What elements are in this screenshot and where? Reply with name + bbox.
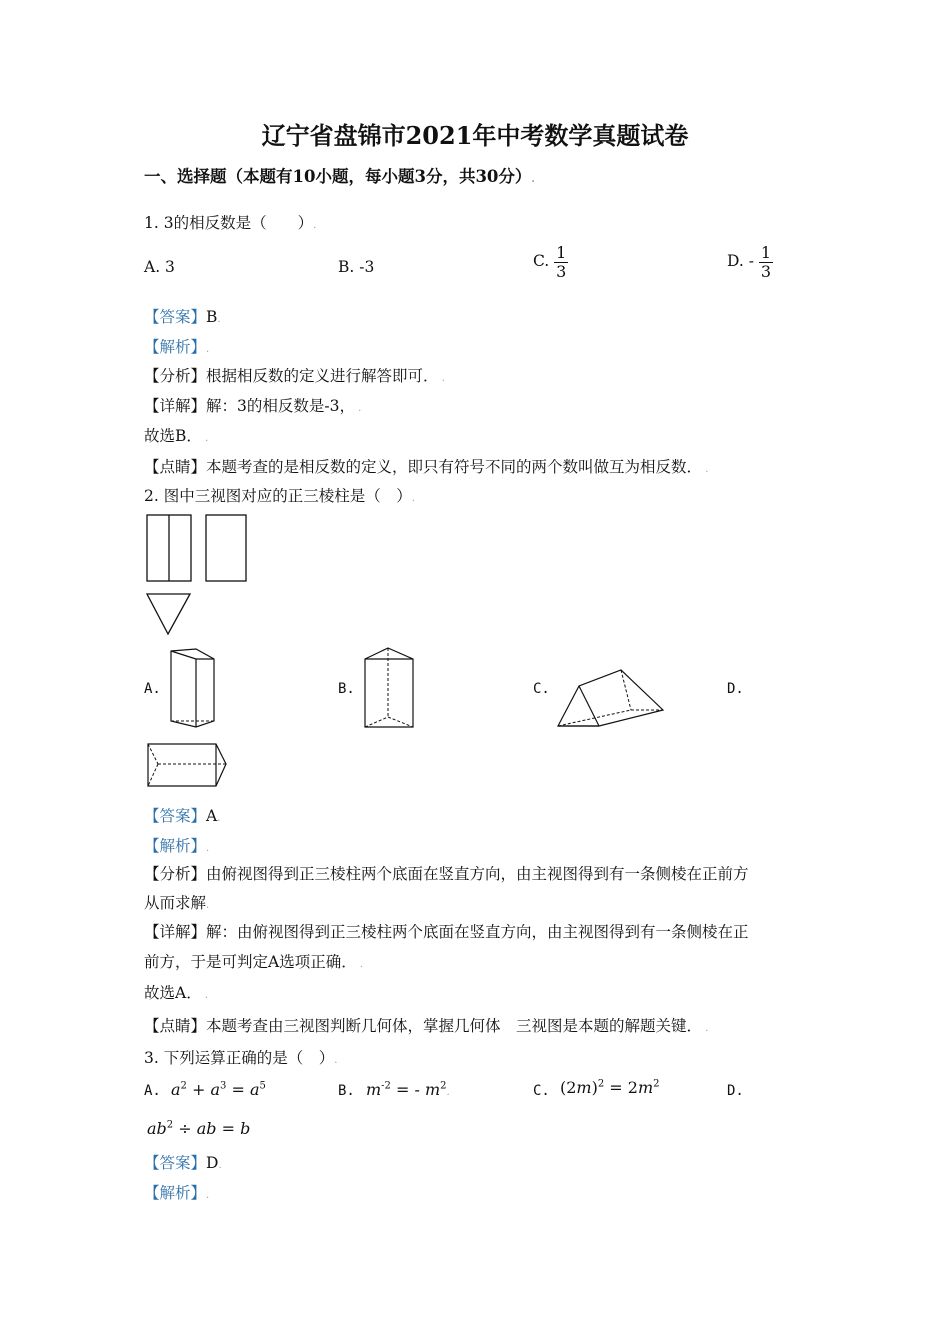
fenxi-tag: 【分析】: [144, 367, 207, 385]
dianjing-text: 本题考查的是相反数的定义，即只有符号不同的两个数叫做互为相反数．: [206, 458, 703, 476]
q3-option-d-expr: $ab^2$ ÷ ab = b: [147, 1119, 251, 1138]
xiangjie-text: 解：3的相反数是-3，: [206, 397, 355, 415]
dianjing-tag: 【点睛】: [144, 1017, 207, 1035]
q1-option-a: A. 3: [144, 258, 175, 276]
fenxi-text: 由俯视图得到正三棱柱两个底面在竖直方向，由主视图得到有一条侧棱在正前方: [206, 865, 749, 883]
q1-xiangjie: 【详解】解：3的相反数是-3， .: [144, 397, 362, 415]
answer-value: A: [206, 807, 218, 825]
fraction-numerator: 1: [760, 243, 772, 262]
q1-answer: 【答案】B.: [144, 308, 221, 326]
q2-jiexi: 【解析】.: [144, 837, 210, 855]
q2-option-d-label: D.: [727, 681, 744, 697]
q1-dianjing: 【点睛】本题考查的是相反数的定义，即只有符号不同的两个数叫做互为相反数． .: [144, 458, 709, 476]
section-heading: 一、选择题（本题有10小题，每小题3分，共30分）.: [144, 167, 535, 186]
xiangjie-tag: 【详解】: [144, 923, 207, 941]
guxuan-text: 故选A．: [144, 984, 202, 1002]
q1-option-d: [727, 244, 773, 280]
q1-option-c-fraction: [554, 244, 568, 280]
q2-option-b-figure: [361, 645, 419, 733]
q1-option-c-label: C.: [533, 252, 550, 271]
q1-jiexi: 【解析】.: [144, 338, 210, 356]
q3-option-c-label: C.: [533, 1083, 550, 1099]
q1-guxuan: 故选B． .: [144, 427, 209, 445]
jiexi-tag: 【解析】: [144, 837, 207, 855]
answer-value: B: [206, 308, 218, 326]
q1-option-d-label: D. -: [727, 252, 754, 271]
q2-option-a-label: A.: [144, 681, 161, 697]
fenxi-text: 根据相反数的定义进行解答即可．: [206, 367, 439, 385]
q3-jiexi: 【解析】.: [144, 1184, 210, 1202]
q1-option-b: B. -3: [338, 258, 375, 276]
fenxi-tag: 【分析】: [144, 865, 207, 883]
answer-value: D: [206, 1154, 219, 1172]
q2-option-b-label: B.: [338, 681, 355, 697]
dianjing-text: 本题考查由三视图判断几何体，掌握几何体 三视图是本题的解题关键．: [206, 1017, 703, 1035]
q2-stem-text: 2. 图中三视图对应的正三棱柱是（ ）: [144, 487, 412, 505]
q3-stem-text: 3. 下列运算正确的是（ ）: [144, 1049, 335, 1067]
guxuan-text: 故选B．: [144, 427, 202, 445]
q2-stem: 2. 图中三视图对应的正三棱柱是（ ）.: [144, 487, 415, 505]
q2-option-a-figure: [166, 645, 222, 733]
q3-option-c-expr: $(2m)^2 = 2m^2$: [560, 1078, 660, 1097]
q1-option-d-fraction: [759, 244, 773, 280]
answer-tag: 【答案】: [144, 807, 207, 825]
q1-stem-text: 1. 3的相反数是（ ）: [144, 214, 314, 232]
answer-tag: 【答案】: [144, 308, 207, 326]
top-view-triangle: [147, 594, 190, 634]
q3-option-a-label: A.: [144, 1083, 161, 1099]
three-views-figure: [144, 512, 254, 640]
q2-guxuan: 故选A． .: [144, 984, 209, 1002]
q1-stem: 1. 3的相反数是（ ）.: [144, 214, 317, 232]
fraction-denominator: 3: [556, 261, 567, 281]
q2-answer: 【答案】A.: [144, 807, 221, 825]
q2-option-c-label: C.: [533, 681, 550, 697]
section-heading-text: 一、选择题（本题有10小题，每小题3分，共30分）: [144, 167, 532, 186]
dianjing-tag: 【点睛】: [144, 458, 207, 476]
fraction-numerator: 1: [556, 243, 567, 262]
answer-tag: 【答案】: [144, 1154, 207, 1172]
page-title: 辽宁省盘锦市2021年中考数学真题试卷: [261, 121, 689, 150]
jiexi-tag: 【解析】: [144, 1184, 207, 1202]
fraction-denominator: 3: [760, 261, 772, 281]
q2-dianjing: 【点睛】本题考查由三视图判断几何体，掌握几何体 三视图是本题的解题关键． .: [144, 1017, 709, 1035]
q3-option-d-label: D.: [727, 1083, 744, 1099]
jiexi-tag: 【解析】: [144, 338, 207, 356]
side-view: [206, 515, 246, 581]
q1-option-c: [533, 244, 568, 280]
q3-option-b-expr: $m^{-2}$ = - $m^2$.: [366, 1080, 450, 1099]
q1-fenxi: 【分析】根据相反数的定义进行解答即可． .: [144, 367, 445, 385]
q2-fenxi-cont: 从而求解.: [144, 894, 210, 912]
q3-answer: 【答案】D.: [144, 1154, 222, 1172]
fenxi-text-cont: 从而求解: [144, 894, 207, 912]
xiangjie-tag: 【详解】: [144, 397, 207, 415]
q2-fenxi: [144, 862, 749, 884]
q2-xiangjie-cont: 前方，于是可判定A选项正确． .: [144, 953, 364, 971]
q3-stem: 3. 下列运算正确的是（ ）.: [144, 1049, 338, 1067]
q2-option-d-figure: [144, 740, 230, 792]
q2-xiangjie: [144, 920, 749, 942]
q3-option-b-label: B.: [338, 1083, 355, 1099]
xiangjie-text: 解：由俯视图得到正三棱柱两个底面在竖直方向，由主视图得到有一条侧棱在正: [206, 923, 749, 941]
q2-option-c-figure: [555, 664, 667, 732]
q3-option-a-expr: $a^2 + a^3 = a^5$: [171, 1080, 266, 1099]
xiangjie-text-cont: 前方，于是可判定A选项正确．: [144, 953, 357, 971]
